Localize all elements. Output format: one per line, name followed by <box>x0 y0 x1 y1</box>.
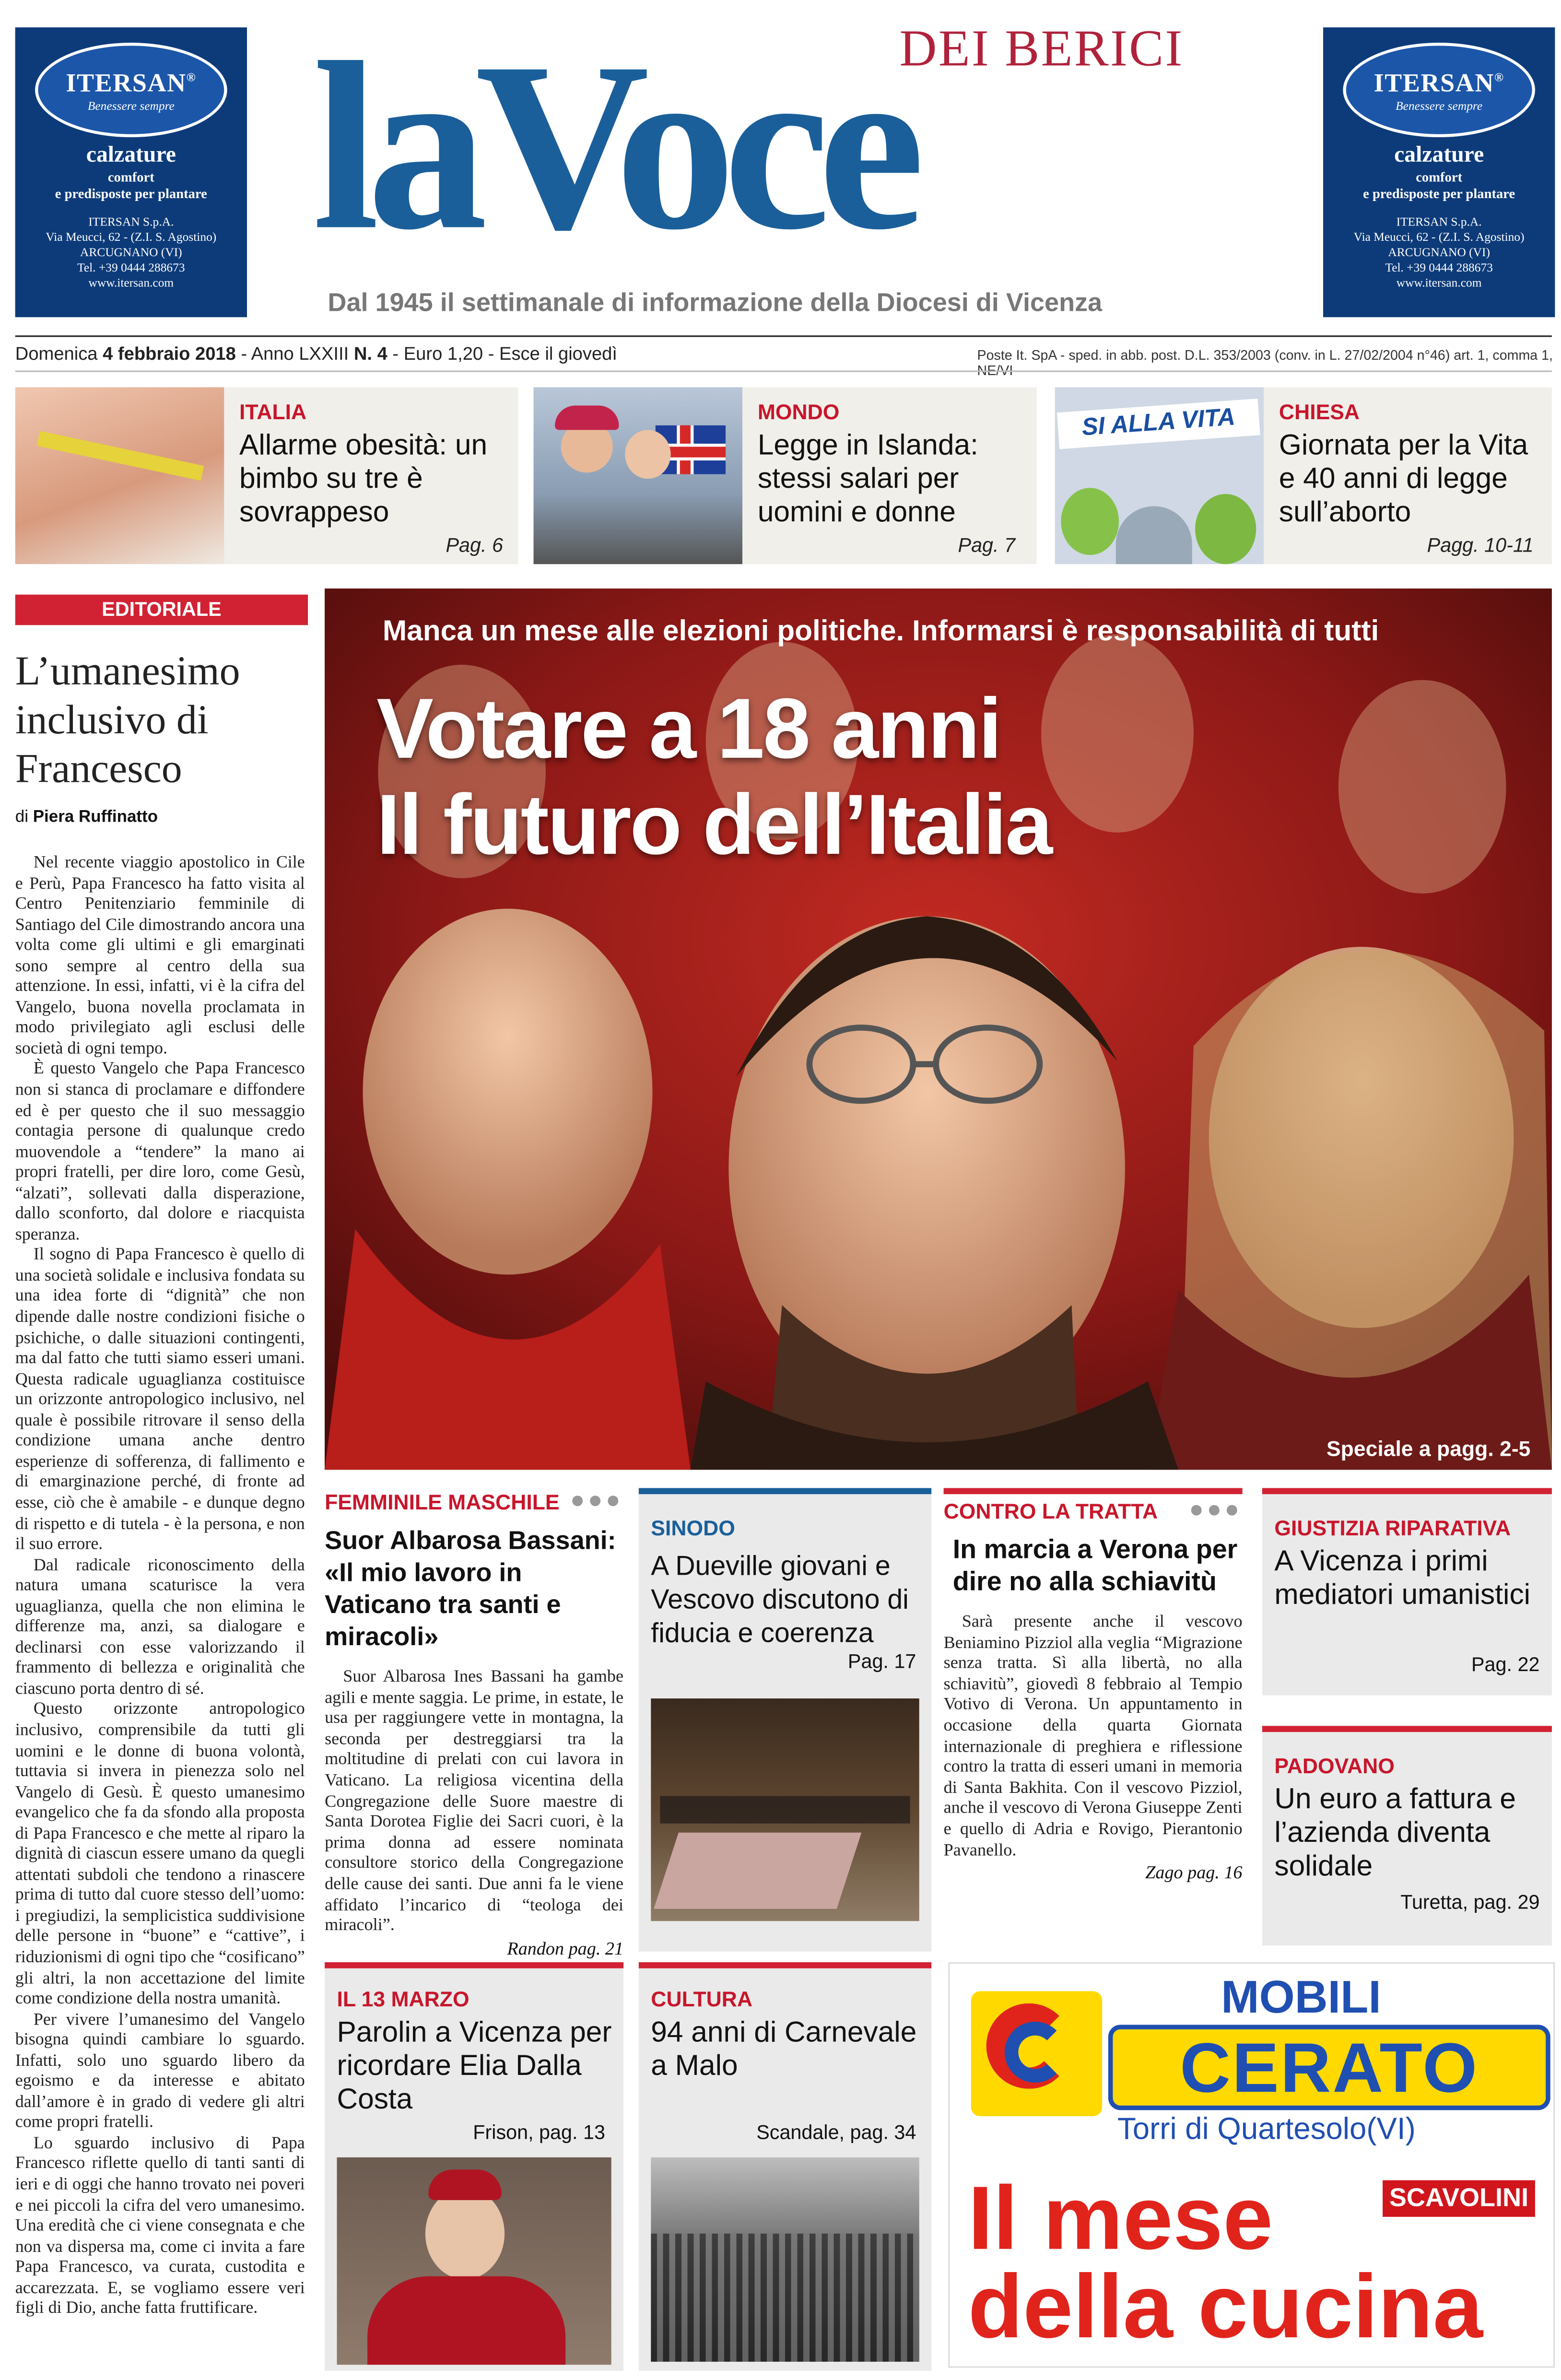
hero-footer: Speciale a pagg. 2-5 <box>1326 1436 1531 1461</box>
teaser-mondo[interactable] <box>534 387 1037 564</box>
editorial-byline: di Piera Ruffinatto <box>15 808 158 826</box>
article-padovano[interactable] <box>1262 1726 1552 1945</box>
balloon-icon <box>1195 494 1256 564</box>
ad-category: calzature <box>1394 143 1484 168</box>
itersan-logo: ITERSAN® Benessere sempre <box>35 43 227 137</box>
cerato-ad[interactable] <box>948 1962 1555 2368</box>
ad-sub: comfort <box>107 169 154 185</box>
editorial-body <box>15 854 305 2320</box>
teaser-title: Allarme obesità: un bimbo su tre è sovrappeso <box>239 430 488 530</box>
editorial-badge: EDITORIALE <box>15 595 308 625</box>
article-cultura[interactable] <box>639 1962 931 2371</box>
cerato-logo-icon <box>971 1991 1102 2116</box>
teaser-title: Giornata per la Vita e 40 anni di legge sull’aborto <box>1279 430 1528 530</box>
editorial-paragraph: Questo orizzonte antropologico inclusivo, comprensibile da tutti gli uomini e le donne di buona volontà, tuttavia si invera in pienezza solo nel Vangelo di Gesù. È questo umanesimo evangelico che fa da sfondo alla proposta di Papa Francesco e che mette al riparo la dignità di ciascun essere umano da quegli attentati subdoli che tendono a rinascere prima di tutto dal cuore stesso dell’uomo: i pregiudizi, la semplicistica suddivisione delle persone in “buone” e “cattive”, i riduzionismi di ogni tipo che “cosificano” gli altri, la non accettazione del limite come condizione della nostra umanità. <box>15 1700 305 2008</box>
editorial-paragraph: Per vivere l’umanesimo del Vangelo bisogna quindi cambiare lo sguardo. Infatti, solo uno sguardo libero da egoismo e da interesse e abitato dall’amore è in grado di vedere gli altri come propri fratelli. <box>15 2010 305 2132</box>
si-alla-vita-banner: SI ALLA VITA <box>1057 399 1260 449</box>
article-title: A Dueville giovani e Vescovo discutono di fiducia e coerenza <box>651 1550 909 1649</box>
dots-icon: ●●● <box>1189 1497 1243 1523</box>
article-signature: Zago pag. 16 <box>1145 1862 1243 1884</box>
floor-drawings <box>654 1833 861 1909</box>
teaser-image-vita <box>1055 387 1264 564</box>
cardinal-photo <box>337 2157 611 2365</box>
ad-sub: comfort <box>1416 169 1463 185</box>
section-label: GIUSTIZIA RIPARATIVA <box>1274 1515 1511 1540</box>
article-page: Pag. 22 <box>1471 1652 1540 1676</box>
article-giustizia[interactable] <box>1262 1488 1552 1695</box>
teaser-italia[interactable] <box>15 387 518 564</box>
people-row <box>660 1796 910 1824</box>
article-title: In marcia a Verona per dire no alla schiavitù <box>952 1533 1238 1597</box>
editorial-title[interactable]: L’umanesimo inclusivo di Francesco <box>15 648 240 791</box>
dateline-rule-bottom <box>15 370 1552 372</box>
teaser-section: MONDO <box>757 399 840 424</box>
article-page: Frison, pag. 13 <box>473 2121 605 2144</box>
cerato-brand: CERATO <box>1108 2025 1550 2110</box>
ad-sub: e predisposte per plantare <box>1363 186 1515 201</box>
cerato-line1: Il mese <box>968 2168 1273 2269</box>
editorial-paragraph: Lo sguardo inclusivo di Papa Francesco riflette quello di tanti santi di ieri e di oggi che hanno trovato nei poveri e nei piccoli la cifra del vero umanesimo. Una eredità che ci viene consegnata e che non va dispersa ma, come ci invita a fare Papa Francesco, va curata, custodita e accarezzata. E, se vogliamo essere veri figli di Dio, anche fatta fruttificare. <box>15 2134 305 2318</box>
section-label: PADOVANO <box>1274 1753 1395 1778</box>
sinodo-photo <box>651 1698 919 1921</box>
tape-measure-icon <box>37 431 204 481</box>
cerato-place: Torri di Quartesolo(VI) <box>1117 2113 1416 2147</box>
itersan-ad-right[interactable] <box>1323 27 1555 317</box>
article-page: Scandale, pag. 34 <box>756 2121 916 2144</box>
masthead-dei-berici: DEI BERICI <box>899 21 1184 78</box>
article-page: Pag. 17 <box>847 1650 916 1673</box>
ad-address: ITERSAN S.p.A. Via Meucci, 62 - (Z.I. S. Agostino) ARCUGNANO (VI) Tel. +39 0444 288673 www.itersan.com <box>46 215 217 290</box>
dome-icon <box>1116 506 1192 564</box>
cerato-line2: della cucina <box>968 2256 1483 2357</box>
hat-1 <box>555 406 619 430</box>
teaser-page: Pag. 7 <box>958 533 1016 557</box>
crowd <box>651 2234 919 2362</box>
section-label: FEMMINILE MASCHILE <box>325 1489 560 1514</box>
section-label: SINODO <box>651 1515 735 1540</box>
teaser-page: Pag. 6 <box>446 533 503 557</box>
article-body: Sarà presente anche il vescovo Beniamino Pizziol alla veglia “Migrazione senza tratta. Sì alla libertà, no alla schiavitù”, giovedì 8 febbraio al Tempio Votivo di Verona. Un appuntamento in occasione della quarta Giornata internazionale di preghiera e riflessione contro la tratta di esseri umani in memoria di Santa Bakhita. Con il vescovo Pizziol, anche il vescovo di Verona Giuseppe Zenti e quello di Adria e Rovigo, Pierantonio Pavanello. <box>943 1613 1243 1860</box>
hero-kicker: Manca un mese alle elezioni politiche. Informarsi è responsabilità di tutti <box>382 616 1379 648</box>
teaser-image-obesity <box>15 387 224 564</box>
editorial-paragraph: È questo Vangelo che Papa Francesco non si stanca di proclamare e diffondere ed è per questo che il suo messaggio contagia persone di qualunque credo muovendole a “tendere” la mano ai propri fratelli, per dire loro, come Gesù, “alzati”, sollevati dalla disperazione, dallo sconforto, dal dolore e riacquista speranza. <box>15 1060 305 1244</box>
carnival-photo <box>651 2157 919 2362</box>
zucchetto-icon <box>428 2169 502 2200</box>
dots-icon: ●●● <box>570 1488 624 1514</box>
section-label: CULTURA <box>651 1986 753 2011</box>
face <box>425 2188 505 2279</box>
article-title: Suor Albarosa Bassani: «Il mio lavoro in Vaticano tra santi e miracoli» <box>325 1526 616 1651</box>
article-title: A Vicenza i primi mediatori umanistici <box>1274 1546 1531 1612</box>
cerato-mobili: MOBILI <box>1221 1973 1381 2024</box>
teaser-section: ITALIA <box>239 399 307 424</box>
itersan-logo: ITERSAN® Benessere sempre <box>1343 43 1535 137</box>
article-title: Parolin a Vicenza per ricordare Elia Dalla Costa <box>337 2017 612 2117</box>
dateline: Domenica 4 febbraio 2018 - Anno LXXIII N. 4 - Euro 1,20 - Esce il giovedì <box>15 343 618 365</box>
hero-title: Votare a 18 anni Il futuro dell’Italia <box>376 680 1052 872</box>
article-signature: Randon pag. 21 <box>507 1937 624 1959</box>
teaser-title: Legge in Islanda: stessi salari per uomini e donne <box>757 430 978 530</box>
teaser-section: CHIESA <box>1279 399 1360 424</box>
itersan-ad-left[interactable] <box>15 27 247 317</box>
balloon-icon <box>1061 488 1119 555</box>
teaser-chiesa[interactable] <box>1055 387 1552 564</box>
article-title: Un euro a fattura e l’azienda diventa solidale <box>1274 1784 1516 1883</box>
postal-info: Poste It. SpA - sped. in abb. post. D.L. 353/2003 (conv. in L. 27/02/2004 n°46) art. 1, comma 1, NE/VI <box>977 347 1553 378</box>
hero-photo[interactable] <box>325 589 1552 1470</box>
article-tratta[interactable] <box>944 1488 1243 1885</box>
scavolini-logo: SCAVOLINI <box>1383 2180 1535 2217</box>
section-label: IL 13 MARZO <box>337 1986 469 2011</box>
robe <box>367 2276 565 2365</box>
article-title: 94 anni di Carnevale a Malo <box>651 2017 917 2083</box>
article-page: Turetta, pag. 29 <box>1400 1890 1540 1914</box>
ad-category: calzature <box>86 143 176 168</box>
ad-address: ITERSAN S.p.A. Via Meucci, 62 - (Z.I. S. Agostino) ARCUGNANO (VI) Tel. +39 0444 288673 www.itersan.com <box>1353 215 1525 290</box>
teaser-image-iceland <box>534 387 742 564</box>
article-sinodo[interactable] <box>639 1488 931 1951</box>
editorial-paragraph: Nel recente viaggio apostolico in Cile e Perù, Papa Francesco ha fatto visita al Centro Penitenziario femminile di Santiago del Cile dimostrando ancora una volta come gli ultimi e gli emarginati sono sempre al centro della sua attenzione. In essi, infatti, vi è la cifra del Vangelo, buona novella proclamata in modo privilegiato agli esclusi delle società di ogni tempo. <box>15 854 305 1058</box>
article-body: Suor Albarosa Ines Bassani ha gambe agili e mente saggia. Le prime, in estate, le usa per raggiungere vette in montagna, la seconda per destreggiarsi tra la moltitudine di prelati con cui lavora in Vaticano. La religiosa vicentina della Congregazione delle Suore maestre di Santa Dorotea Figlie dei Sacri cuori, è la prima donna ad essere nominata consultore storico della Congregazione delle cause dei santi. Due anni fa le viene affidato l’incarico di “teologa dei miracoli”. <box>325 1668 624 1935</box>
article-marzo[interactable] <box>325 1962 623 2371</box>
dateline-rule <box>15 335 1552 337</box>
masthead-subtitle: Dal 1945 il settimanale di informazione della Diocesi di Vicenza <box>328 288 1103 318</box>
editorial-paragraph: Il sogno di Papa Francesco è quello di una società solidale e inclusiva fondata su una idea forte di “dignità” che non dipende dalle nostre condizioni fisiche o psichiche, o dalle situazioni contingenti, ma dal fatto che tutti siamo esseri umani. Questa radicale uguaglianza costituisce un orizzonte antropologico inclusivo, nel quale è possibile ritrovare il senso della condizione umana anche dentro esperienze di sofferenza, di fallimento e di emarginazione perché, di fronte ad esse, ciò che è amabile - e dunque degno di rispetto e di tutela - è la persona, e non il suo errore. <box>15 1246 305 1554</box>
article-femminile[interactable] <box>325 1488 623 1960</box>
section-label: CONTRO LA TRATTA <box>943 1498 1158 1523</box>
editorial-paragraph: Dal radicale riconoscimento della natura umana scaturisce la vera uguaglianza, quella che non elimina le differenze ma, anzi, sa dialogare e declinarsi con esse valorizzando il frammento di bellezza e originalità che ciascuno porta dentro di sé. <box>15 1556 305 1698</box>
teaser-page: Pagg. 10-11 <box>1427 533 1534 557</box>
masthead-logo[interactable]: laVoce <box>312 13 913 281</box>
face-2 <box>625 430 670 479</box>
ad-sub: e predisposte per plantare <box>55 186 207 201</box>
